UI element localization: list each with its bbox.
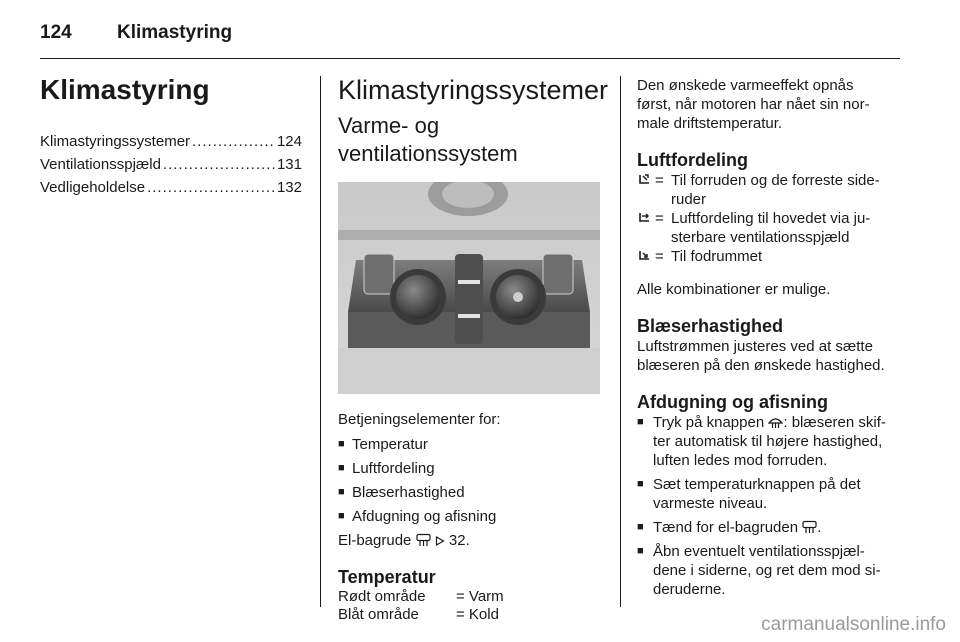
toc-page: 124 <box>276 133 302 150</box>
rear-window-heat-icon <box>802 520 817 534</box>
column-details <box>637 76 902 604</box>
list-item: ■ Sæt temperaturknappen på det varmeste niveau. <box>637 476 861 512</box>
list-item: ■ Luftfordeling <box>338 460 435 477</box>
toc-page: 132 <box>276 179 302 196</box>
distribution-item-head: = Luftfordeling til hovedet via ju- sterbare ventilationsspjæld <box>637 209 902 247</box>
toc-title: Vedligeholdelse <box>40 179 146 196</box>
fan-speed-heading: Blæserhastighed <box>637 316 784 336</box>
defrost-icon <box>768 415 783 429</box>
toc-entry-2[interactable] <box>40 153 302 176</box>
column-divider-1 <box>320 76 321 607</box>
climate-control-panel-photo <box>338 182 600 394</box>
toc-page: 131 <box>276 156 302 173</box>
chapter-heading: Klimastyring <box>40 74 210 105</box>
temperature-heading: Temperatur <box>338 567 436 587</box>
distribution-item-windscreen: = Til forruden og de forreste side- ruder <box>637 171 902 209</box>
fan-speed-text: Luftstrømmen justeres ved at sætte blæseren på den ønskede hastighed. <box>637 338 885 374</box>
column-systems <box>338 72 609 624</box>
bullet-text: Temperatur <box>352 436 428 453</box>
bullet-text: Blæserhastighed <box>352 484 465 501</box>
combinations-note: Alle kombinationer er mulige. <box>637 281 831 298</box>
list-item: ■ Tryk på knappen : blæseren skif- ter automatisk til højere hastighed, luften ledes mod forruden. <box>637 414 886 469</box>
subheading-line: Varme- og <box>338 113 440 138</box>
toc-title: Klimastyringssystemer <box>40 133 191 150</box>
section-heading: Klimastyringssystemer <box>338 75 609 105</box>
toc-title: Ventilationsspjæld <box>40 156 161 173</box>
list-item: ■ Åbn eventuelt ventilationsspjæl- dene i siderne, og ret dem mod si- deruderne. <box>637 543 881 598</box>
rear-heat-reference: El-bagrude 32. <box>338 532 470 549</box>
list-item: ■ Blæserhastighed <box>338 484 465 501</box>
column-divider-2 <box>620 76 621 607</box>
page-number: 124 <box>40 22 72 43</box>
bullet-text: Afdugning og afisning <box>352 508 497 525</box>
temperature-row: Blåt område = Kold <box>338 606 499 623</box>
defog-heading: Afdugning og afisning <box>637 392 828 412</box>
watermark: carmanualsonline.info <box>761 614 946 635</box>
toc-entry-1[interactable] <box>40 130 302 153</box>
toc-entry-3[interactable] <box>40 176 302 199</box>
air-distribution-heading: Luftfordeling <box>637 150 748 170</box>
subsection-heading <box>338 112 603 168</box>
page-reference-icon <box>435 535 445 547</box>
subheading-line: ventilationssystem <box>338 141 518 166</box>
bullet-text: Luftfordeling <box>352 460 435 477</box>
windscreen-airflow-icon <box>637 174 651 186</box>
head-airflow-icon <box>637 212 651 224</box>
rear-window-heat-icon <box>416 533 431 547</box>
heat-intro: Den ønskede varmeeffekt opnås først, når motoren har nået sin nor- male driftstemperatur. <box>637 77 870 132</box>
temperature-row: Rødt område = Varm <box>338 588 504 605</box>
list-item: ■ Temperatur <box>338 436 428 453</box>
chapter-title: Klimastyring <box>117 22 233 43</box>
footwell-airflow-icon <box>637 250 651 262</box>
list-item: ■ Tænd for el-bagruden . <box>637 519 822 536</box>
column-toc <box>40 72 302 199</box>
distribution-item-footwell: = Til fodrummet <box>637 247 902 266</box>
header-rule <box>40 58 900 59</box>
controls-intro: Betjeningselementer for: <box>338 411 501 428</box>
list-item: ■ Afdugning og afisning <box>338 508 497 525</box>
